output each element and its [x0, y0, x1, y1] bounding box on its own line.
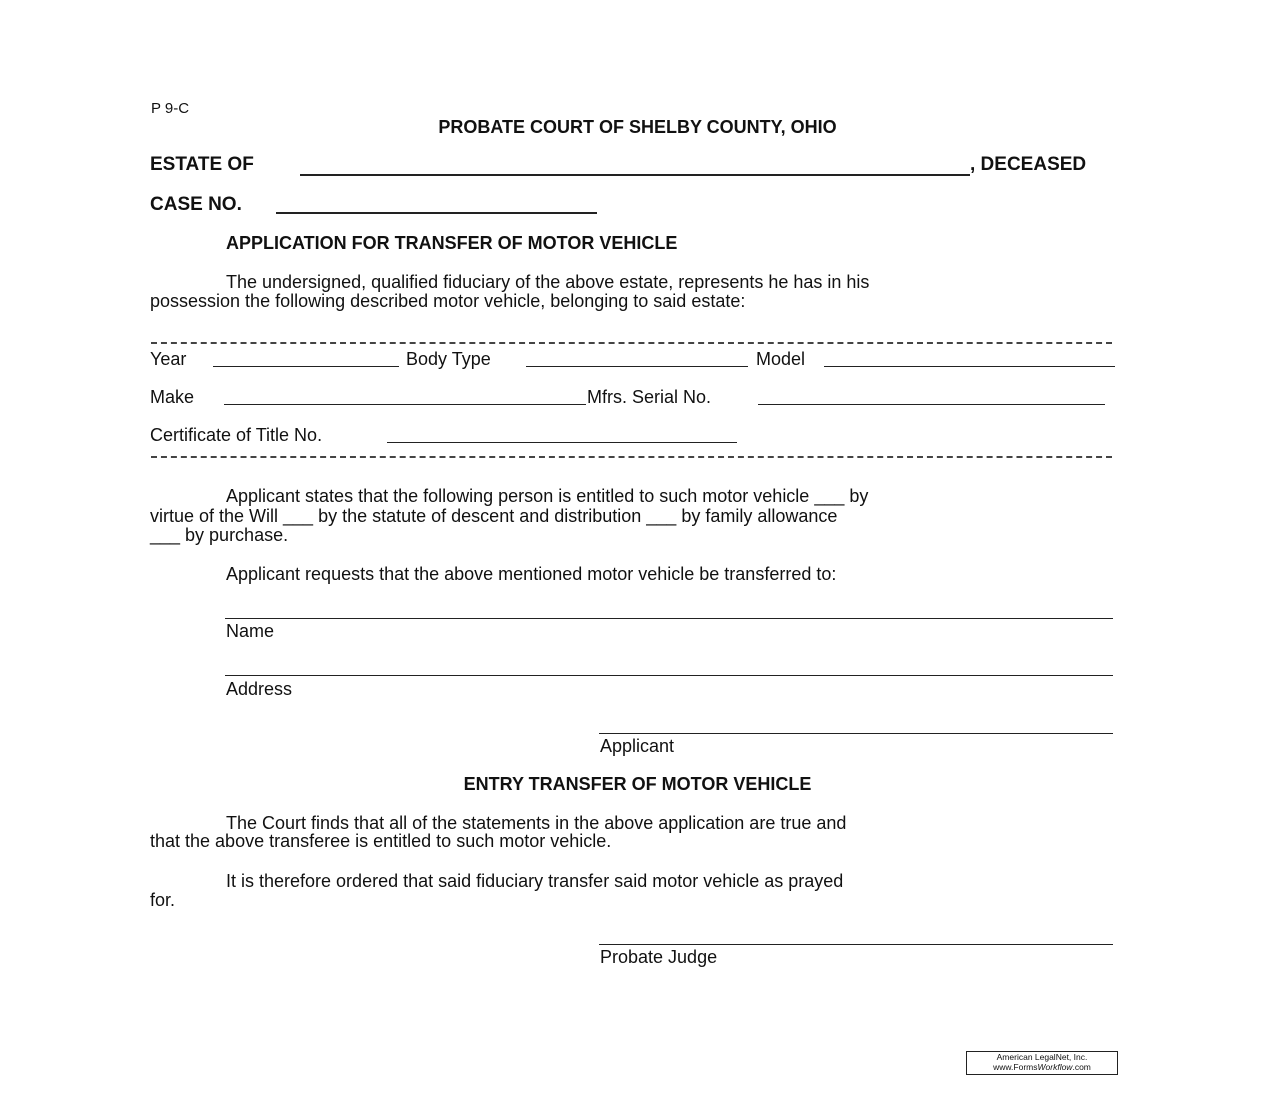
- application-intro-line2: possession the following described motor vehicle, belonging to said estate:: [150, 291, 746, 311]
- estate-name-field[interactable]: [300, 174, 970, 176]
- year-field[interactable]: [213, 366, 399, 367]
- model-field[interactable]: [824, 366, 1115, 367]
- year-label: Year: [150, 349, 187, 369]
- transferee-name-line[interactable]: [225, 618, 1113, 619]
- dashed-divider-bottom: [151, 456, 1112, 458]
- estate-label: ESTATE OF: [150, 154, 254, 175]
- address-label: Address: [226, 679, 293, 699]
- application-heading: APPLICATION FOR TRANSFER OF MOTOR VEHICLE: [226, 233, 678, 253]
- body-type-label: Body Type: [406, 349, 491, 369]
- name-label: Name: [226, 621, 275, 641]
- transferee-address-line[interactable]: [225, 675, 1113, 676]
- entitlement-line2: virtue of the Will ___ by the statute of descent and distribution ___ by family allowance: [150, 506, 838, 526]
- entry-heading: ENTRY TRANSFER OF MOTOR VEHICLE: [463, 774, 812, 794]
- finding-line2: that the above transferee is entitled to such motor vehicle.: [150, 831, 612, 851]
- serial-field[interactable]: [758, 404, 1105, 405]
- judge-label: Probate Judge: [600, 947, 718, 967]
- transfer-request: Applicant requests that the above mentioned motor vehicle be transferred to:: [226, 564, 837, 584]
- case-no-label: CASE NO.: [150, 194, 242, 215]
- case-no-field[interactable]: [276, 212, 597, 214]
- deceased-label: , DECEASED: [970, 154, 1087, 175]
- title-no-field[interactable]: [387, 442, 737, 443]
- publisher-company: American LegalNet, Inc.: [996, 1052, 1088, 1062]
- applicant-label: Applicant: [600, 736, 675, 756]
- applicant-signature-line[interactable]: [599, 733, 1113, 734]
- court-title: PROBATE COURT OF SHELBY COUNTY, OHIO: [438, 117, 837, 137]
- title-no-label: Certificate of Title No.: [150, 425, 323, 445]
- publisher-logo: [966, 1051, 1118, 1075]
- judge-signature-line[interactable]: [599, 944, 1113, 945]
- make-field[interactable]: [224, 404, 586, 405]
- body-type-field[interactable]: [526, 366, 748, 367]
- form-id: P 9-C: [151, 100, 190, 117]
- application-intro-line1: The undersigned, qualified fiduciary of the above estate, represents he has in his: [226, 272, 870, 292]
- order-line1: It is therefore ordered that said fiduciary transfer said motor vehicle as prayed: [226, 871, 844, 891]
- make-label: Make: [150, 387, 195, 407]
- model-label: Model: [756, 349, 806, 369]
- entitlement-line3: ___ by purchase.: [150, 525, 289, 545]
- serial-label: Mfrs. Serial No.: [587, 387, 712, 407]
- publisher-site: www.FormsWorkflow.com: [993, 1062, 1091, 1072]
- order-line2: for.: [150, 890, 176, 910]
- dashed-divider-top: [151, 342, 1112, 344]
- entitlement-line1: Applicant states that the following person is entitled to such motor vehicle ___ by: [226, 486, 869, 506]
- finding-line1: The Court finds that all of the statements in the above application are true and: [226, 813, 847, 833]
